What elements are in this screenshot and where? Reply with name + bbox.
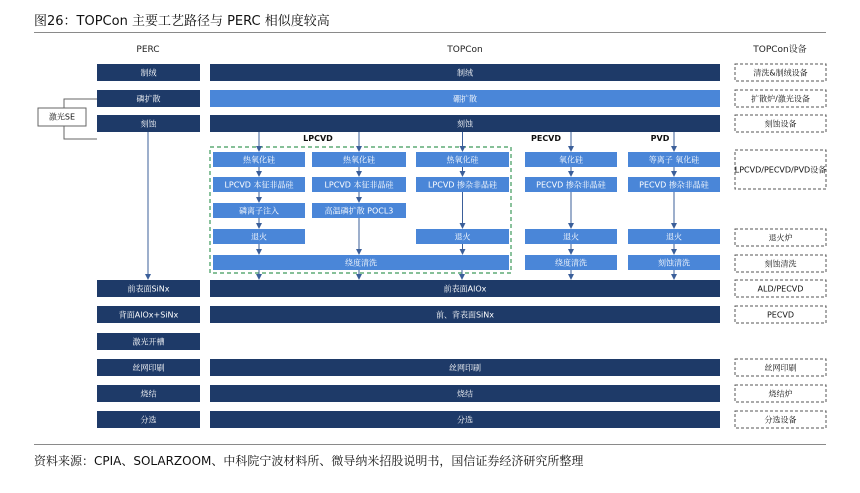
c5-step-1-label: 等离子 氧化硅 — [648, 155, 700, 165]
laser-se-connector-bottom — [64, 126, 97, 139]
c5-step-3-label: 退火 — [666, 232, 682, 242]
source-divider — [34, 444, 826, 445]
figure-title: 图26：TOPCon 主要工艺路径与 PERC 相似度较高 — [34, 14, 330, 29]
equipment-label-6: 刻蚀清洗 — [764, 259, 797, 269]
perc-step-7-label: 丝网印刷 — [132, 363, 165, 373]
c1-step-3-label: 磷离子注入 — [239, 206, 279, 216]
c2-step-2-label: LPCVD 本征非晶硅 — [324, 180, 394, 190]
c5-step-4-label: 刻蚀清洗 — [658, 258, 690, 268]
group-label-pvd: PVD — [650, 134, 670, 143]
c1-step-1-label: 热氧化硅 — [243, 155, 275, 165]
c5-step-2-label: PECVD 掺杂非晶硅 — [639, 180, 709, 190]
c4-step-4-label: 绕度清洗 — [555, 258, 587, 268]
topcon-top-step-2-label: 硼扩散 — [453, 94, 477, 104]
equipment-label-7: ALD/PECVD — [757, 284, 804, 294]
perc-step-9-label: 分选 — [140, 415, 157, 425]
c2-step-1-label: 热氧化硅 — [343, 155, 375, 165]
equipment-label-10: 烧结炉 — [768, 389, 793, 399]
source-note: 资料来源：CPIA、SOLARZOOM、中科院宁波材料所、微导纳米招股说明书，国信证券经济研究所整理 — [34, 454, 584, 468]
c4-step-2-label: PECVD 掺杂非晶硅 — [536, 180, 606, 190]
group-label-lpcvd: LPCVD — [303, 134, 333, 143]
laser-se-connector-top — [64, 99, 97, 108]
topcon-bottom-step-5-label: 分选 — [457, 415, 473, 425]
equipment-label-11: 分选设备 — [764, 415, 797, 425]
equipment-label-1: 清洗&制绒设备 — [753, 68, 808, 78]
equipment-header: TOPCon设备 — [753, 45, 807, 55]
equipment-label-5: 退火炉 — [768, 233, 793, 243]
perc-step-8-label: 烧结 — [140, 389, 157, 399]
perc-step-6-label: 激光开槽 — [132, 337, 165, 347]
c3-step-2-label: LPCVD 掺杂非晶硅 — [427, 180, 498, 190]
topcon-bottom-step-4-label: 烧结 — [457, 389, 473, 399]
lpcvd-wrap-clean-label: 绕度清洗 — [345, 258, 377, 268]
perc-step-4-label: 前表面SiNx — [127, 284, 170, 294]
topcon-bottom-step-2-label: 前、背表面SiNx — [435, 310, 495, 320]
c3-step-1-label: 热氧化硅 — [446, 155, 479, 165]
topcon-bottom-step-3-label: 丝网印刷 — [449, 363, 481, 373]
perc-step-2-label: 磷扩散 — [136, 94, 161, 104]
topcon-top-step-1-label: 制绒 — [457, 68, 473, 78]
laser-se-label: 激光SE — [48, 112, 76, 122]
topcon-bottom-step-1-label: 前表面AlOx — [443, 284, 487, 294]
perc-step-5-label: 背面AlOx+SiNx — [118, 310, 179, 320]
equipment-label-9: 丝网印刷 — [764, 363, 797, 373]
c1-step-2-label: LPCVD 本征非晶硅 — [224, 180, 294, 190]
perc-header: PERC — [136, 45, 160, 55]
perc-step-1-label: 制绒 — [140, 68, 157, 78]
c4-step-3-label: 退火 — [563, 232, 579, 242]
topcon-header: TOPCon — [447, 45, 483, 55]
c2-step-3-label: 高温磷扩散 POCL3 — [324, 206, 394, 216]
equipment-label-2: 扩散炉/激光设备 — [751, 94, 810, 104]
equipment-label-8: PECVD — [766, 310, 795, 320]
equipment-label-3: 刻蚀设备 — [764, 119, 797, 129]
group-label-pecvd: PECVD — [530, 134, 562, 143]
c3-step-3-label: 退火 — [454, 232, 471, 242]
topcon-top-step-3-label: 刻蚀 — [457, 119, 473, 129]
c4-step-1-label: 氧化硅 — [559, 155, 583, 165]
c1-step-4-label: 退火 — [251, 232, 267, 242]
perc-step-3-label: 刻蚀 — [140, 119, 157, 129]
equipment-label-4: LPCVD/PECVD/PVD设备 — [734, 165, 827, 175]
